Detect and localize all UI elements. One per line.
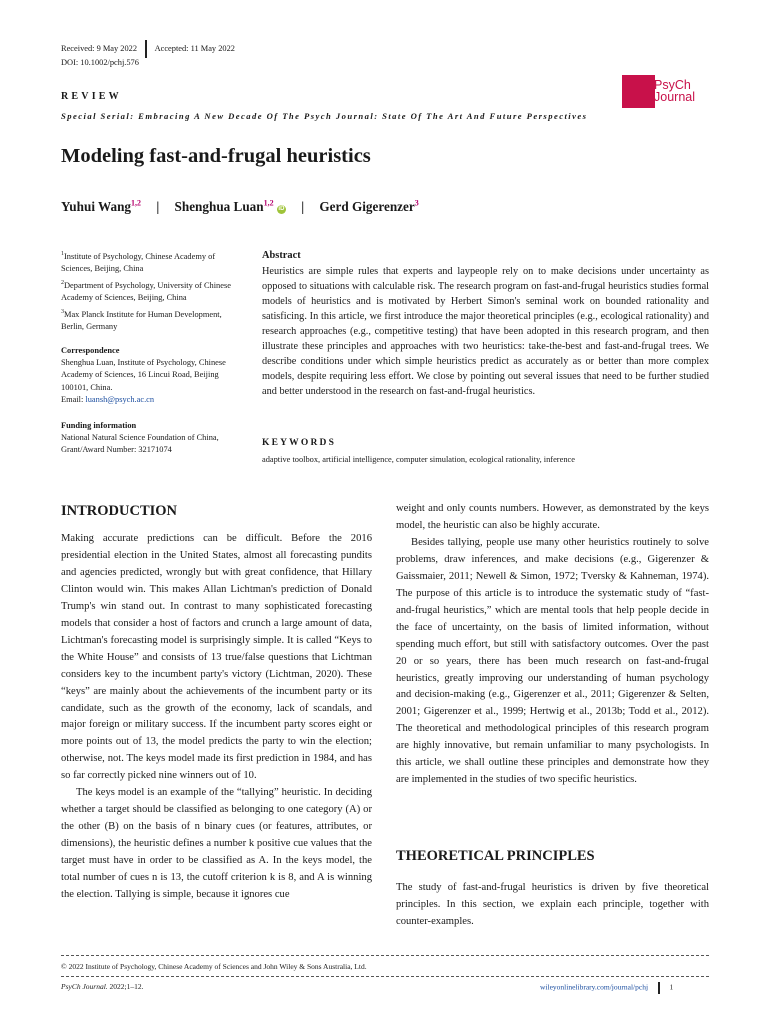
journal-url-link[interactable]: wileyonlinelibrary.com/journal/pchj	[540, 982, 649, 992]
intro-right-column	[396, 501, 709, 789]
orcid-icon[interactable]: iD	[278, 206, 285, 213]
article-type: REVIEW	[61, 91, 122, 102]
intro-paragraph-4: Besides tallying, people use many other heuristics routinely to solve problems, draw inferences, and make decisions (e.g., Gigerenzer & Gaissmaier, 2011; Newell & Simon, 1972; Tversky & Kahneman, 1974). The purpose of this article is to introduce the systematic study of “fast-and-frugal heuristics,” which are mental tools that help people decide in the face of uncertainty, on the basis of limited information, without spending much effort, but still with satisfactory outcomes. Over the past 20 or so years, there has been much research on fast-and-frugal heuristics, greatly improving our understanding of human psychology and decision-making (e.g., Gigerenzer et al., 2011; Gigerenzer & Selten, 2001; Gigerenzer et al., 1999; Hertwig et al., 2013b; Todd et al., 2012). The theoretical and methodological principles of this research program are highly innovative, but remain unfamiliar to many psychologists. In this article, we shall outline these principles and demonstrate how they are implemented in the studies of two specific heuristics.	[396, 536, 709, 786]
correspondence	[61, 345, 241, 406]
author-separator: |	[156, 199, 160, 215]
abstract-text: Heuristics are simple rules that experts and laypeople rely on to make decisions under uncertainty as opposed to situations with calculable risk. The research program on fast-and-frugal heuristics studies formal models of heuristics and is motivated by Herbert Simon's seminal work on bounded rationality and satisficing. In this article, we first introduce the major theoretical principles (e.g., ecological rationality) and research approaches (e.g., competitive testing) that have been adopted in this research program, and then illustrate these principles and approaches with two heuristics: take-the-best and fast-and-frugal trees. We describe conditions under which simple heuristics predict as accurately as or better than more complex models, despite requiring less effort. We close by pointing out several issues that need to be further studied and better understood in the research on fast-and-frugal heuristics.	[262, 266, 709, 398]
affiliations	[61, 250, 241, 338]
affiliation-1: $^1$Institute of Psychology, Chinese Academy of Sciences, Beijing, China	[61, 251, 216, 273]
footer-separator	[658, 982, 660, 994]
accepted-date: Accepted: 11 May 2022	[154, 43, 235, 53]
funding-information	[61, 420, 241, 457]
correspondence-email: Email: luansh@psych.ac.cn	[61, 394, 155, 404]
affiliation-2: $^2$Department of Psychology, University of Chinese Academy of Sciences, Beijing, China	[61, 280, 231, 303]
journal-logo	[622, 75, 695, 108]
abstract-heading: Abstract	[262, 250, 301, 261]
intro-paragraph-1: Making accurate predictions can be difficult. Before the 2016 presidential election in the United States, almost all forecasting pundits and agencies predicted, wrongly but with great confidence, that Hillary Clinton would win. This makes Allan Lichtman's prediction of Donald Trump's win stand out. In contrast to many sophisticated forecasting models that consider a host of factors and crunch a large amount of data, Lichtman's forecasting model is surprisingly simple. It is called “Keys to the White House” and consists of 13 true/false questions that Lichtman considers key to the incumbent party's victory (Lichtman, 2020). These “keys” are mainly about the achievements of the incumbent party or its candidate, such as the growth of the economy, lack of scandals, and major foreign or military success. If the incumbent party scores eight or more points out of 13, the model predicts the party to win the election; otherwise, not. The keys model made its first prediction in 1984, and has so far correctly picked nine winners out of 10.	[61, 533, 372, 782]
intro-left-column	[61, 531, 372, 904]
author-1[interactable]: Yuhui Wang$^{1,2}$	[61, 199, 142, 215]
email-link[interactable]: luansh@psych.ac.cn	[85, 394, 155, 404]
intro-heading: INTRODUCTION	[61, 503, 178, 519]
intro-paragraph-2: The keys model is an example of the “tallying” heuristic. In deciding whether a target should be classified as belonging to one category (A) or the other (B) on the basis of n binary cues (or features, attributes, or dimensions), the heuristic defines a number k positive cue values that the target must have in order to be classified as A. In the keys model, the total number of cues n is 13, the cutoff criterion k is 8, and A is winning the election. Tallying is simple, because it ignores cue	[61, 787, 372, 901]
special-serial: Special Serial: Embracing A New Decade Of The Psych Journal: State Of The Art And Future Perspectives	[61, 111, 588, 121]
footer-copyright: © 2022 Institute of Psychology, Chinese Academy of Sciences and John Wiley & Sons Australia, Ltd.	[61, 962, 367, 971]
footer-divider-2	[61, 976, 709, 977]
article-title: Modeling fast-and-frugal heuristics	[61, 145, 371, 167]
correspondence-text: Shenghua Luan, Institute of Psychology, Chinese Academy of Sciences, 16 Lincui Road, Beijing 100101, China.	[61, 358, 226, 392]
footer-divider	[61, 955, 709, 956]
journal-name: PsyCh Journal.	[61, 982, 108, 991]
keywords-heading: KEYWORDS	[262, 438, 337, 448]
theory-heading: THEORETICAL PRINCIPLES	[396, 848, 595, 864]
received-date: Received: 9 May 2022	[61, 43, 138, 53]
received-accepted-line	[61, 40, 235, 58]
header-separator	[145, 40, 147, 58]
correspondence-heading: Correspondence	[61, 346, 120, 355]
theory-right-column	[396, 880, 709, 931]
logo-line-2: Journal	[654, 90, 695, 104]
footer-citation: PsyCh Journal. 2022;1–12.	[61, 982, 144, 991]
funding-heading: Funding information	[61, 421, 137, 430]
affiliation-3: $^3$Max Planck Institute for Human Development, Berlin, Germany	[61, 309, 222, 332]
doi: DOI: 10.1002/pchj.576	[61, 58, 139, 67]
author-separator: |	[301, 199, 305, 215]
keywords-text: adaptive toolbox, artificial intelligence, computer simulation, ecological rationality, inference	[262, 455, 575, 464]
logo-square	[622, 75, 655, 108]
page-number: 1	[669, 982, 674, 992]
author-3[interactable]: Gerd Gigerenzer$^3$	[319, 199, 419, 215]
logo-line-1: PsyCh	[654, 78, 691, 92]
theory-paragraph-1: The study of fast-and-frugal heuristics is driven by five theoretical principles. In this section, we explain each principle, together with counter-examples.	[396, 882, 709, 927]
footer-right	[540, 982, 673, 994]
intro-paragraph-3: weight and only counts numbers. However, as demonstrated by the keys model, the heuristic can also be highly accurate.	[396, 503, 709, 531]
author-list	[61, 199, 419, 215]
author-2[interactable]: Shenghua Luan$^{1,2}$	[174, 199, 274, 215]
funding-text: National Natural Science Foundation of China, Grant/Award Number: 32171074	[61, 433, 219, 455]
